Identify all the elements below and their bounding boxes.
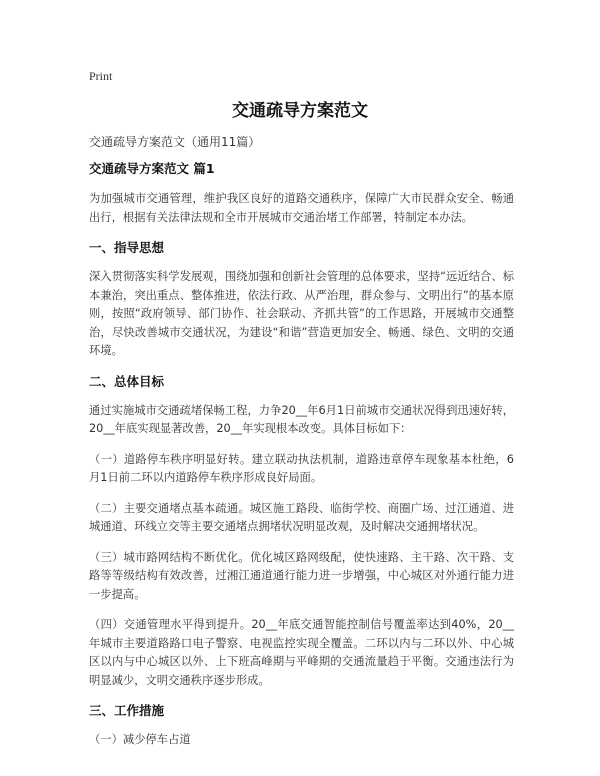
section-heading-guiding: 一、指导思想 (89, 240, 165, 255)
section-heading-measures: 三、工作措施 (89, 703, 165, 718)
goal-paragraph-4: （四）交通管理水平得到提升。20__年底交通智能控制信号覆盖率达到40%，20__年城市主要道路路口电子警察、电视监控实现全覆盖。二环以内与二环以外、中心城区以内与中心城区以外、上下班高峰期与平峰期的交通流量趋于平衡。交通违法行为明显减少，文明交通秩序逐步形成。 (89, 618, 514, 687)
document-subtitle: 交通疏导方案范文（通用11篇） (89, 135, 261, 149)
document-body (89, 160, 514, 762)
article-heading: 交通疏导方案范文 篇1 (89, 161, 215, 176)
goals-intro-paragraph: 通过实施城市交通疏堵保畅工程，力争20__年6月1日前城市交通状况得到迅速好转，20__年底实现显著改善，20__年实现根本改变。具体目标如下： (89, 403, 514, 435)
goal-paragraph-3: （三）城市路网结构不断优化。优化城区路网级配，使快速路、主干路、次干路、支路等等级结构有效改善，过湘江通道通行能力进一步增强，中心城区对外通行能力进一步提高。 (89, 550, 514, 601)
print-link[interactable]: Print (89, 69, 113, 83)
intro-paragraph: 为加强城市交通管理，维护我区良好的道路交通秩序，保障广大市民群众安全、畅通出行，根据有关法律法规和全市开展城市交通治堵工作部署，特制定本办法。 (89, 192, 514, 224)
guiding-paragraph: 深入贯彻落实科学发展观，围绕加强和创新社会管理的总体要求，坚持“远近结合、标本兼治，突出重点、整体推进，依法行政、从严治理，群众参与、文明出行”的基本原则，按照“政府领导、部门协作、社会联动、齐抓共管”的工作思路，开展城市交通整治，尽快改善城市交通状况，为建设“和谐”营造更加安全、畅通、绿色、文明的交通环境。 (89, 270, 514, 357)
measure-paragraph-1: （一）减少停车占道 (89, 733, 191, 746)
goal-paragraph-1: （一）道路停车秩序明显好转。建立联动执法机制，道路违章停车现象基本杜绝，6月1日前二环以内道路停车秩序形成良好局面。 (89, 452, 514, 484)
goal-paragraph-2: （二）主要交通堵点基本疏通。城区施工路段、临街学校、商圈广场、过江通道、进城通道、环线立交等主要交通堵点拥堵状况明显改观，及时解决交通拥堵状况。 (89, 501, 514, 533)
section-heading-goals: 二、总体目标 (89, 373, 165, 389)
page-title: 交通疏导方案范文 (232, 101, 368, 121)
